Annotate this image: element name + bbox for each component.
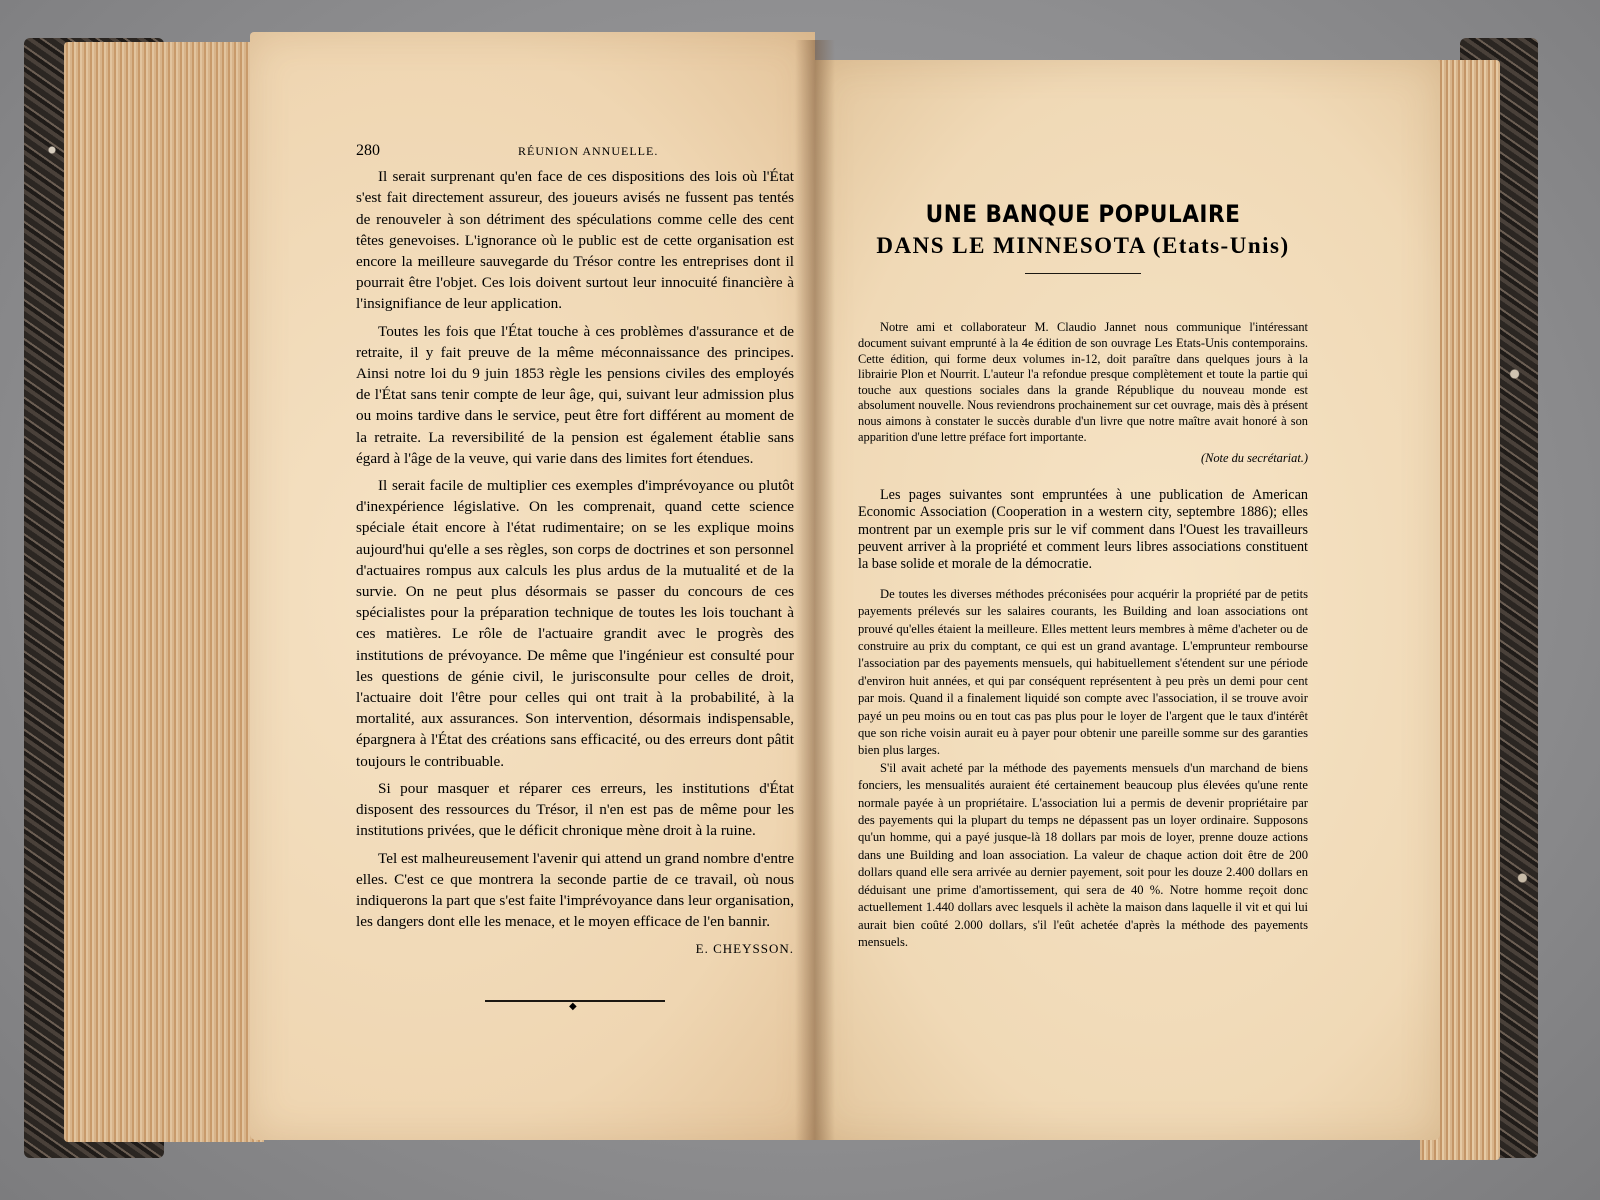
paragraph: Il serait surprenant qu'en face de ces dispositions des lois où l'État s'est fait directement assureur, des joueurs avisés ne fussent pas tentés de renouveler à son détriment des spéculations comme celle des cent têtes genevoises. L'ignorance où le public est de cette organisation est encore la meilleure sauvegarde du Trésor contre les entreprises dont il pourrait être l'objet. Ces lois doivent surtout leur innocuité financière à l'insignifiance de leur application. [356,168,794,313]
book-gutter [795,40,835,1140]
editor-note [858,320,1308,466]
paragraph: S'il avait acheté par la méthode des payements mensuels d'un marchand de biens fonciers, les mensualités auraient été certainement beaucoup plus élevées qu'une rente normale payée à un propriétaire. L'association lui a permis de devenir propriétaire par des payements qui la plupart du temps ne dépassent pas un loyer ordinaire. Supposons qu'un homme, qui a payé jusque-là 18 dollars par mois de loyer, prenne douze actions dans une Building and loan association. La valeur de chaque action doit être de 200 dollars quand elle sera arrivée au dernier payement, soit pour les douze 2.400 dollars en déduisant une prime d'amortissement, qui sera de 40 %. Notre homme reçoit donc actuellement 1.440 dollars avec lesquels il achète la maison dans laquelle il vit et qui lui aurait bien coûté 2.000 dollars, s'il l'eût achetée d'après la méthode des payements mensuels. [858,760,1308,949]
title-rule [1025,273,1141,274]
ornament-diamond-icon: ◆ [569,1000,577,1012]
paragraph: Tel est malheureusement l'avenir qui attend un grand nombre d'entre elles. C'est ce que montrera la seconde partie de ce travail, où nous indiquerons la part que s'est faite l'imprévoyance dans leur organisation, les dangers dont elle les menace, et le moyen efficace de l'en bannir. [356,849,794,931]
running-head [356,140,794,162]
paragraph: Si pour masquer et réparer ces erreurs, les institutions d'État disposent des ressources du Trésor, il n'en est pas de même pour les institutions privées, que le déficit chronique mène droit à la ruine. [356,779,794,840]
intro [858,487,1308,574]
right-page-text [858,200,1308,951]
paragraph: Il serait facile de multiplier ces exemples d'imprévoyance ou plutôt d'inexpérience législative. On les comprenait, quand cette science spéciale était encore à l'état rudimentaire; on se les explique moins aujourd'hui qu'elle a ses règles, son corps de doctrines et son personnel d'actuaires rompus aux calculs les plus ardus de la mutualité et de la survie. On ne peut plus désormais se passer du concours de ces spécialistes pour la préparation technique de toutes les lois touchant à ces matières. Le rôle de l'actuaire grandit avec le progrès des institutions de prévoyance. De même que l'ingénieur est consulté pour les questions de génie civil, le jurisconsulte pour celles de droit, l'actuaire doit l'être pour celles qui ont trait à la probabilité, à la mortalité, aux assurances. Son intervention, désormais indispensable, épargnera à l'État des créations sans efficacité, ou des erreurs dont pâtit toujours le contribuable. [356,477,794,770]
article-title: UNE BANQUE POPULAIRE [925,200,1241,228]
paragraph: Toutes les fois que l'État touche à ces problèmes d'assurance et de retraite, il y fait preuve de la même méconnaissance des principes. Ainsi notre loi du 9 juin 1853 règle les pensions civiles des employés de l'État sans tenir compte de leur âge, qui, suivant leur admission plus ou moins tardive dans le service, peut être fort différent au moment de la retraite. La reversibilité de la pension est également établie sans égard à l'âge de la veuve, qui varie dans des limites fort étendues. [356,322,794,467]
left-page-stack [64,42,264,1142]
page-number: 280 [356,142,380,159]
article-body [858,586,1308,952]
article-subtitle: DANS LE MINNESOTA (Etats-Unis) [876,233,1290,259]
paragraph: De toutes les diverses méthodes préconisées pour acquérir la propriété par de petits payements prélevés sur les salaires courants, les Building and loan associations ont prouvé qu'elles étaient la meilleure. Elles mettent leurs membres à même d'acheter ou de construire au prix du comptant, ce qui est un grand avantage. L'emprunteur rembourse l'association par des payements mensuels, qui habituellement s'étendent sur une période d'environ huit années, et qui par conséquent représentent à peu près un demi pour cent par mois. Quand il a finalement liquidé son compte avec l'association, il se trouve avoir payé un peu moins ou en tout cas pas plus pour le loyer de l'argent que le taux d'intérêt que son riche voisin aurait eu à payer pour obtenir une pareille somme sur des garanties bien plus larges. [858,586,1308,758]
note-credit: (Note du secrétariat.) [1200,451,1308,466]
left-page-text [356,140,794,1012]
signature: E. CHEYSSON. [695,941,794,957]
intro-text: Les pages suivantes sont empruntées à une publication de American Economic Association (Cooperation in a western city, septembre 1886); elles montrent par un exemple pris sur le vif comment dans l'Ouest les travailleurs peuvent arriver à la propriété et comment leurs libres associations constituent la base solide et morale de la démocratie. [858,486,1308,573]
running-title: RÉUNION ANNUELLE. [518,144,659,158]
ornament-rule [485,1000,665,1012]
note-text: Notre ami et collaborateur M. Claudio Jannet nous communique l'intéressant document suivant emprunté à la 4e édition de son ouvrage Les Etats-Unis contemporains. Cette édition, qui forme deux volumes in-12, doit paraître dans quelques jours à la librairie Plon et Nourrit. L'auteur l'a refondue presque complètement et toute la partie qui touche aux questions sociales dans la grande République du nouveau monde est absolument nouvelle. Nous reviendrons prochainement sur cet ouvrage, mais dès à présent nous aimons à constater le succès durable d'un livre que notre maître avait honoré à son apparition d'une lettre préface fort importante. [858,320,1308,444]
